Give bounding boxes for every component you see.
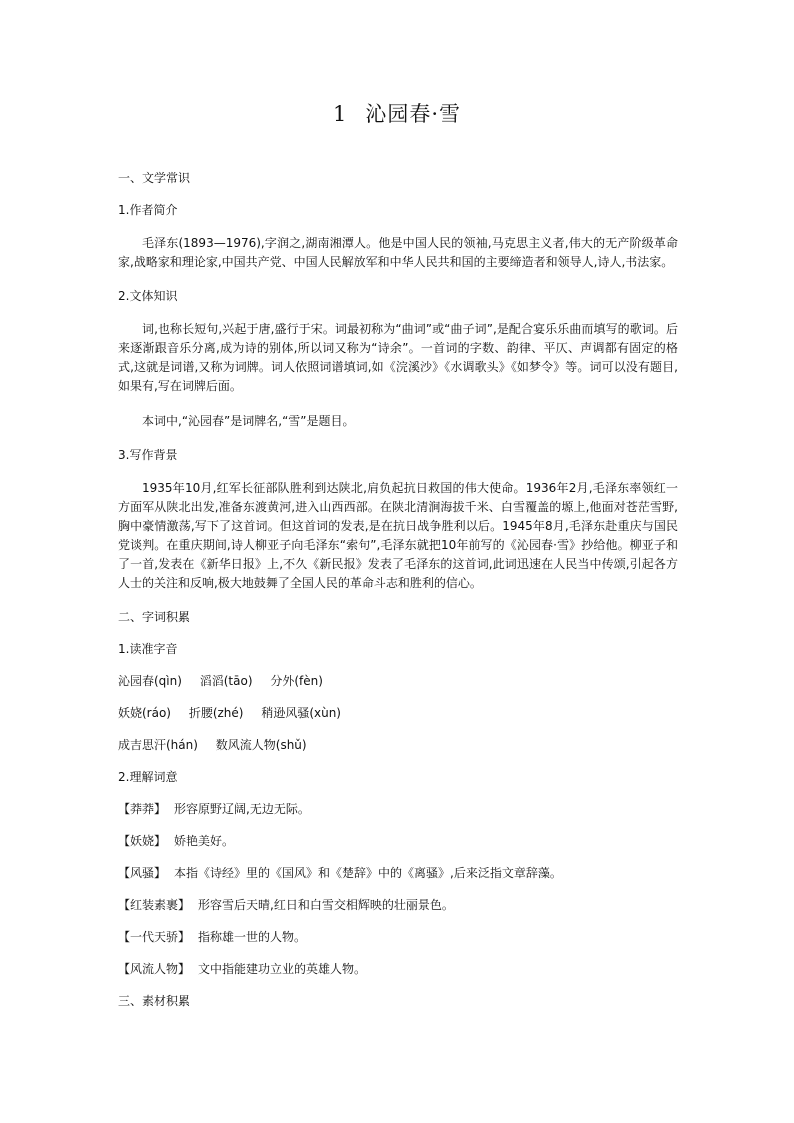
term-entry	[118, 833, 678, 849]
term-definition: 本指《诗经》里的《国风》和《楚辞》中的《离骚》,后来泛指文章辞藻。	[174, 866, 562, 880]
term-word: 【莽莽】	[118, 802, 167, 816]
term-entry	[118, 865, 678, 881]
term-word: 【红装素裹】	[118, 898, 191, 912]
pronunciation-item: 沁园春(qìn)	[118, 674, 182, 688]
section-heading-literary-knowledge: 一、文学常识	[118, 171, 191, 185]
term-definition: 形容雪后天晴,红日和白雪交相辉映的壮丽景色。	[198, 898, 454, 912]
term-definition: 娇艳美好。	[174, 834, 235, 848]
subheading-author: 1.作者简介	[118, 203, 178, 217]
term-word: 【风流人物】	[118, 962, 191, 976]
lesson-title-text: 沁园春·雪	[365, 102, 462, 126]
lesson-number: 1	[332, 102, 348, 126]
section-heading-vocabulary: 二、字词积累	[118, 610, 191, 624]
author-intro-paragraph: 毛泽东(1893—1976),字润之,湖南湘潭人。他是中国人民的领袖,马克思主义者,伟大的无产阶级革命家,战略家和理论家,中国共产党、中国人民解放军和中华人民共和国的主要缔造者和领导人,诗人,书法家。	[118, 236, 678, 269]
term-entry	[118, 961, 678, 977]
pronunciation-item: 折腰(zhé)	[188, 706, 244, 720]
background-paragraph: 1935年10月,红军长征部队胜利到达陕北,肩负起抗日救国的伟大使命。1936年2月,毛泽东率领红一方面军从陕北出发,准备东渡黄河,进入山西西部。在陕北清涧海拔千米、白雪覆盖的塬上,他面对苍茫雪野,胸中豪情激荡,写下了这首词。但这首词的发表,是在抗日战争胜利以后。1945年8月,毛泽东赴重庆与国民党谈判。在重庆期间,诗人柳亚子向毛泽东“索句”,毛泽东就把10年前写的《沁园春·雪》抄给他。柳亚子和了一首,发表在《新华日报》上,不久《新民报》发表了毛泽东的这首词,此词迅速在人民当中传颂,引起各方人士的关注和反响,极大地鼓舞了全国人民的革命斗志和胜利的信心。	[118, 481, 678, 590]
subheading-word-meaning: 2.理解词意	[118, 770, 178, 784]
pronunciation-line-1	[118, 673, 678, 689]
pronunciation-item: 稍逊风骚(xùn)	[261, 706, 341, 720]
pronunciation-item: 分外(fèn)	[270, 674, 323, 688]
lesson-title	[0, 98, 794, 128]
section-heading-materials: 三、素材积累	[118, 994, 191, 1008]
genre-paragraph-2: 本词中,“沁园春”是词牌名,“雪”是题目。	[142, 414, 355, 428]
term-word: 【妖娆】	[118, 834, 167, 848]
document-body	[118, 170, 678, 1025]
genre-paragraph-1: 词,也称长短句,兴起于唐,盛行于宋。词最初称为“曲词”或“曲子词”,是配合宴乐乐曲而填写的歌词。后来逐渐跟音乐分离,成为诗的别体,所以词又称为“诗余”。一首词的字数、韵律、平仄、声调都有固定的格式,这就是词谱,又称为词牌。词人依照词谱填词,如《浣溪沙》《水调歌头》《如梦令》等。词可以没有题目,如果有,写在词牌后面。	[118, 322, 678, 393]
term-definition: 指称雄一世的人物。	[198, 930, 307, 944]
term-word: 【一代天骄】	[118, 930, 191, 944]
pronunciation-item: 数风流人物(shǔ)	[215, 738, 307, 752]
term-entry	[118, 929, 678, 945]
term-definition: 形容原野辽阔,无边无际。	[174, 802, 310, 816]
subheading-background: 3.写作背景	[118, 448, 178, 462]
pronunciation-item: 成吉思汗(hán)	[118, 738, 198, 752]
term-entry	[118, 801, 678, 817]
pronunciation-item: 滔滔(tāo)	[199, 674, 253, 688]
subheading-pronunciation: 1.读准字音	[118, 642, 178, 656]
pronunciation-line-3	[118, 737, 678, 753]
term-entry	[118, 897, 678, 913]
pronunciation-line-2	[118, 705, 678, 721]
term-word: 【风骚】	[118, 866, 167, 880]
pronunciation-item: 妖娆(ráo)	[118, 706, 171, 720]
subheading-genre: 2.文体知识	[118, 289, 178, 303]
term-definition: 文中指能建功立业的英雄人物。	[198, 962, 367, 976]
